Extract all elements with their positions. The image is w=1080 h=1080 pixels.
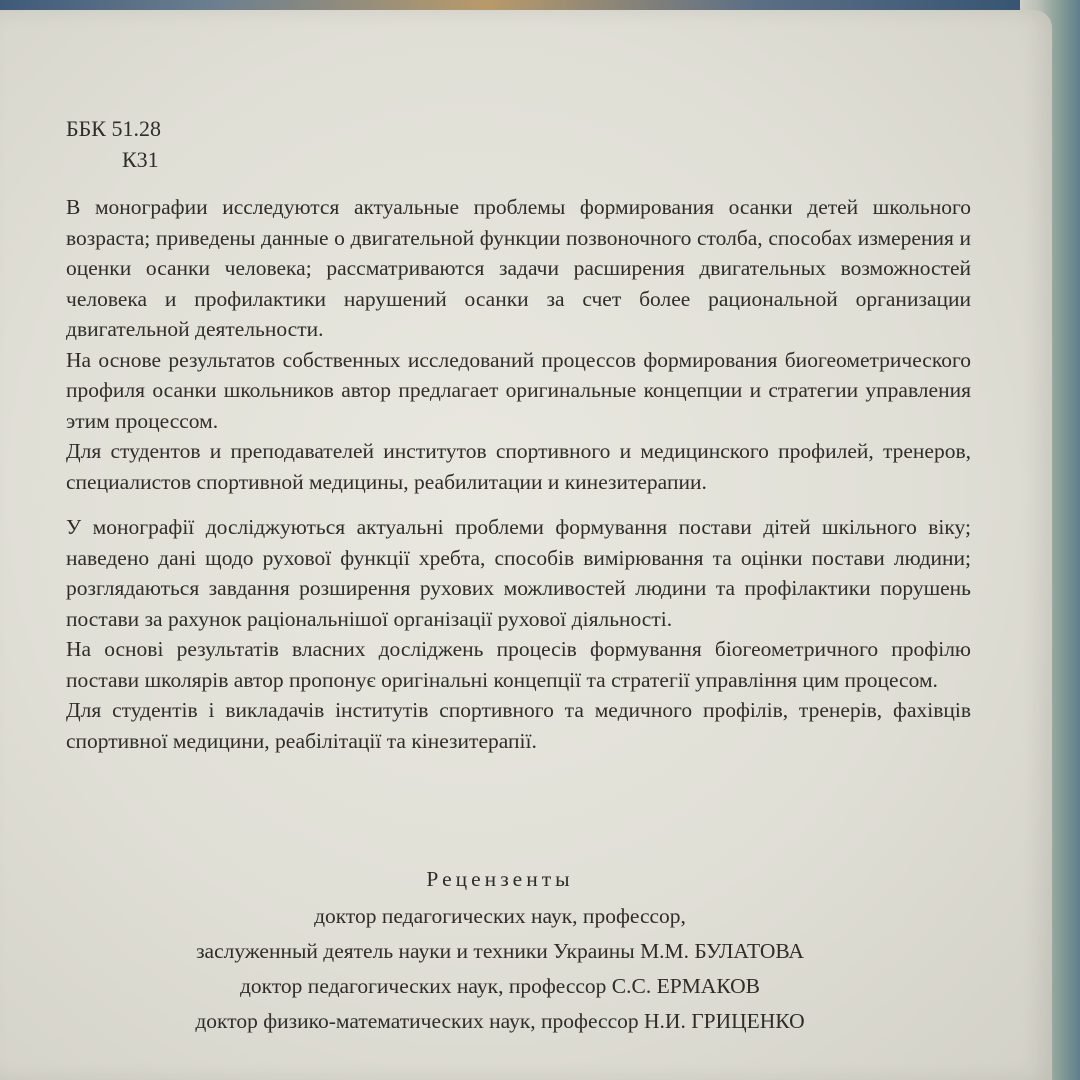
ukrainian-annotation (66, 512, 971, 756)
reviewer-line: доктор педагогических наук, профессор С.С. ЕРМАКОВ (239, 974, 761, 998)
reviewers-block (100, 862, 900, 1039)
russian-paragraph-3: Для студентов и преподавателей институтов спортивного и медицинского профилей, тренеров, специалистов спортивной медицины, реабилитации и кинезитерапии. (66, 439, 971, 494)
russian-paragraph-2: На основе результатов собственных исследований процессов формирования биогеометрического профиля осанки школьников автор предлагает оригинальные концепции и стратегии управления этим процессом. (66, 347, 971, 433)
bbk-code: ББК 51.28 (66, 116, 161, 141)
author-code: К31 (122, 147, 159, 172)
reviewer-line: заслуженный деятель науки и техники Украины М.М. БУЛАТОВА (196, 939, 804, 963)
ukrainian-paragraph-3: Для студентів і викладачів інститутів спортивного та медичного профілів, тренерів, фахівців спортивної медицини, реабілітації та кінезитерапії. (66, 698, 971, 753)
reviewer-line: доктор педагогических наук, профессор, (314, 904, 686, 928)
russian-annotation (66, 192, 971, 497)
ukrainian-paragraph-2: На основі результатів власних досліджень процесів формування біогеометричного профілю постави школярів автор пропонує оригінальні концепції та стратегії управління цим процесом. (66, 637, 971, 692)
book-page (0, 10, 1052, 1080)
reviewer-line: доктор физико-математических наук, профессор Н.И. ГРИЦЕНКО (195, 1009, 805, 1033)
reviewers-title: Рецензенты (426, 867, 574, 891)
ukrainian-paragraph-1: У монографії досліджуються актуальні проблеми формування постави дітей шкільного віку; наведено дані щодо рухової функції хребта, способів вимірювання та оцінки постави людини; розглядаються завдання розширення рухових можливостей людини та профілактики порушень постави за рахунок раціональнішої організації рухової діяльності. (66, 515, 971, 631)
russian-paragraph-1: В монографии исследуются актуальные проблемы формирования осанки детей школьного возраста; приведены данные о двигательной функции позвоночного столба, способах измерения и оценки осанки человека; рассматриваются задачи расширения двигательных возможностей человека и профилактики нарушений осанки за счет более рациональной организации двигательной деятельности. (66, 195, 971, 341)
